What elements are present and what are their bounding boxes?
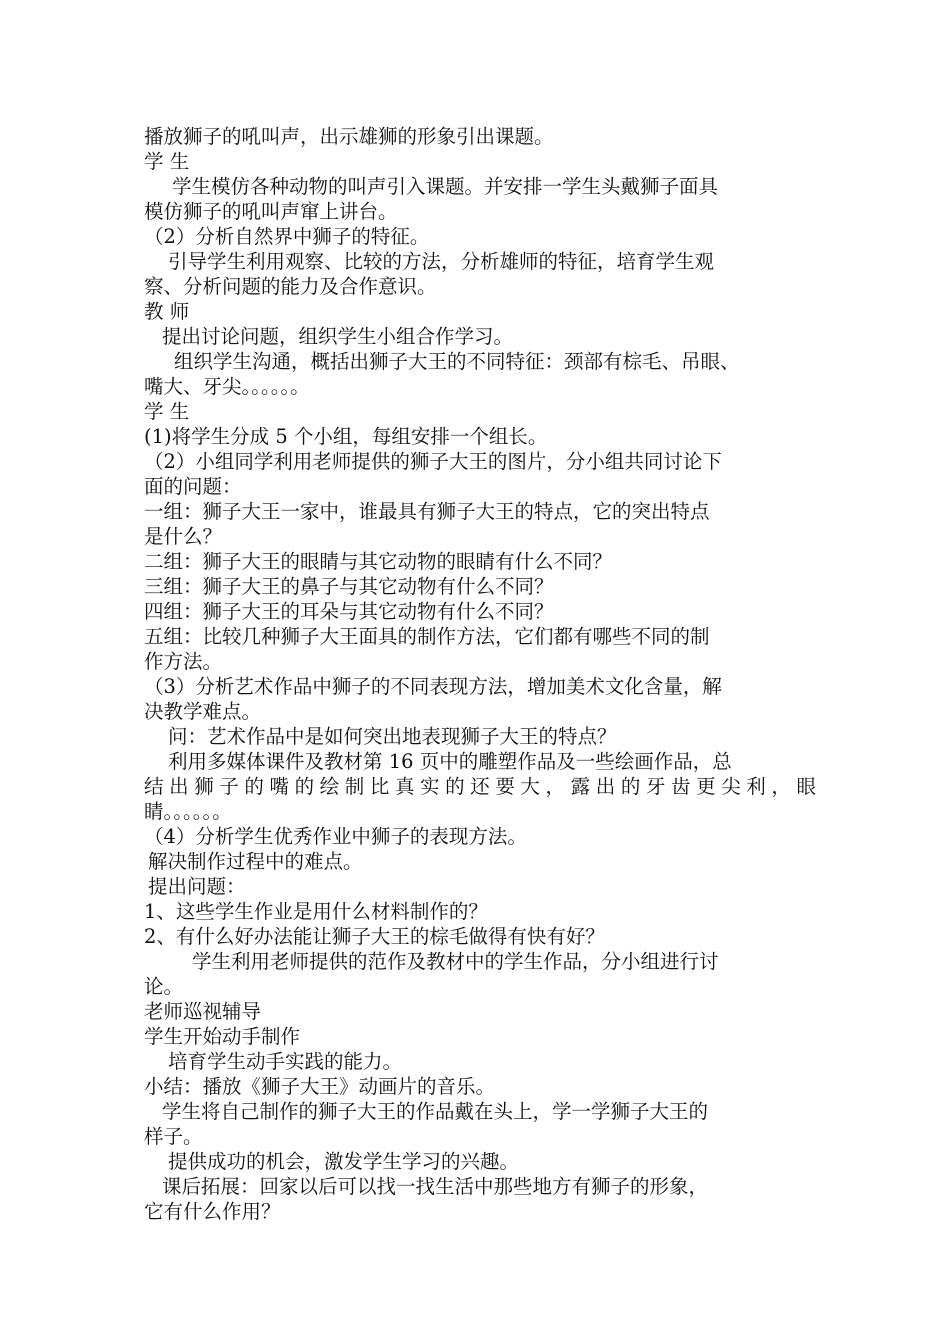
text-line: 是什么？: [144, 525, 223, 548]
text-line: 问：艺术作品中是如何突出地表现狮子大王的特点？: [168, 725, 617, 748]
text-line: 样子。: [144, 1125, 203, 1148]
text-line: 组织学生沟通，概括出狮子大王的不同特征：颈部有棕毛、吊眼、: [174, 350, 740, 373]
text-line: 1、这些学生作业是用什么材料制作的？: [144, 900, 488, 923]
text-line: （2）分析自然界中狮子的特征。: [144, 225, 430, 248]
text-line: 播放狮子的吼叫声，出示雄狮的形象引出课题。: [144, 125, 554, 148]
text-line: 二组：狮子大王的眼睛与其它动物的眼睛有什么不同？: [144, 550, 613, 573]
text-line: 学生模仿各种动物的叫声引入课题。并安排一学生头戴狮子面具: [172, 175, 719, 198]
text-line: 一组：狮子大王一家中，谁最具有狮子大王的特点，它的突出特点: [144, 500, 710, 523]
text-line: 五组：比较几种狮子大王面具的制作方法，它们都有哪些不同的制: [144, 625, 710, 648]
text-line: 结出狮子的嘴的绘制比真实的还要大，露出的牙齿更尖利，眼: [144, 775, 816, 798]
text-line: 察、分析问题的能力及合作意识。: [144, 275, 437, 298]
text-line: 四组：狮子大王的耳朵与其它动物有什么不同？: [144, 600, 554, 623]
text-line: 提出讨论问题，组织学生小组合作学习。: [162, 325, 514, 348]
text-line: 培育学生动手实践的能力。: [168, 1050, 403, 1073]
text-line: 课后拓展：回家以后可以找一找生活中那些地方有狮子的形象，: [162, 1175, 709, 1198]
text-line: 引导学生利用观察、比较的方法，分析雄师的特征，培育学生观: [168, 250, 715, 273]
text-line: 利用多媒体课件及教材第 16 页中的雕塑作品及一些绘画作品，总: [168, 750, 732, 773]
text-line: 小结：播放《狮子大王》动画片的音乐。: [144, 1075, 496, 1098]
text-line: 学 生: [144, 150, 190, 173]
text-line: （2）小组同学利用老师提供的狮子大王的图片，分小组共同讨论下: [144, 450, 722, 473]
text-line: 论。: [144, 975, 184, 998]
text-line: (1)将学生分成 5 个小组，每组安排一个组长。: [144, 425, 548, 448]
text-line: 三组：狮子大王的鼻子与其它动物有什么不同？: [144, 575, 554, 598]
text-line: 学生开始动手制作: [144, 1025, 301, 1048]
document-body: [144, 124, 816, 1224]
text-line: 学生将自己制作的狮子大王的作品戴在头上，学一学狮子大王的: [162, 1100, 709, 1123]
text-line: 睛。。。。。。: [144, 800, 232, 823]
text-line: 嘴大、牙尖。。。。。。: [144, 375, 310, 398]
text-line: 提供成功的机会，激发学生学习的兴趣。: [168, 1150, 520, 1173]
text-line: 老师巡视辅导: [144, 1000, 262, 1023]
text-line: 解决制作过程中的难点。: [148, 850, 363, 873]
text-line: 作方法。: [144, 650, 223, 673]
text-line: 学 生: [144, 400, 190, 423]
text-line: 2、有什么好办法能让狮子大王的棕毛做得有快有好？: [144, 925, 605, 948]
text-line: （4）分析学生优秀作业中狮子的表现方法。: [144, 825, 527, 848]
text-line: 决教学难点。: [144, 700, 262, 723]
text-line: 学生利用老师提供的范作及教材中的学生作品，分小组进行讨: [192, 950, 719, 973]
text-line: 提出问题：: [148, 875, 246, 898]
text-line: （3）分析艺术作品中狮子的不同表现方法，增加美术文化含量，解: [144, 675, 722, 698]
text-line: 它有什么作用？: [144, 1200, 281, 1223]
text-line: 面的问题：: [144, 475, 242, 498]
text-line: 模仿狮子的吼叫声窜上讲台。: [144, 200, 398, 223]
text-line: 教 师: [144, 300, 190, 323]
